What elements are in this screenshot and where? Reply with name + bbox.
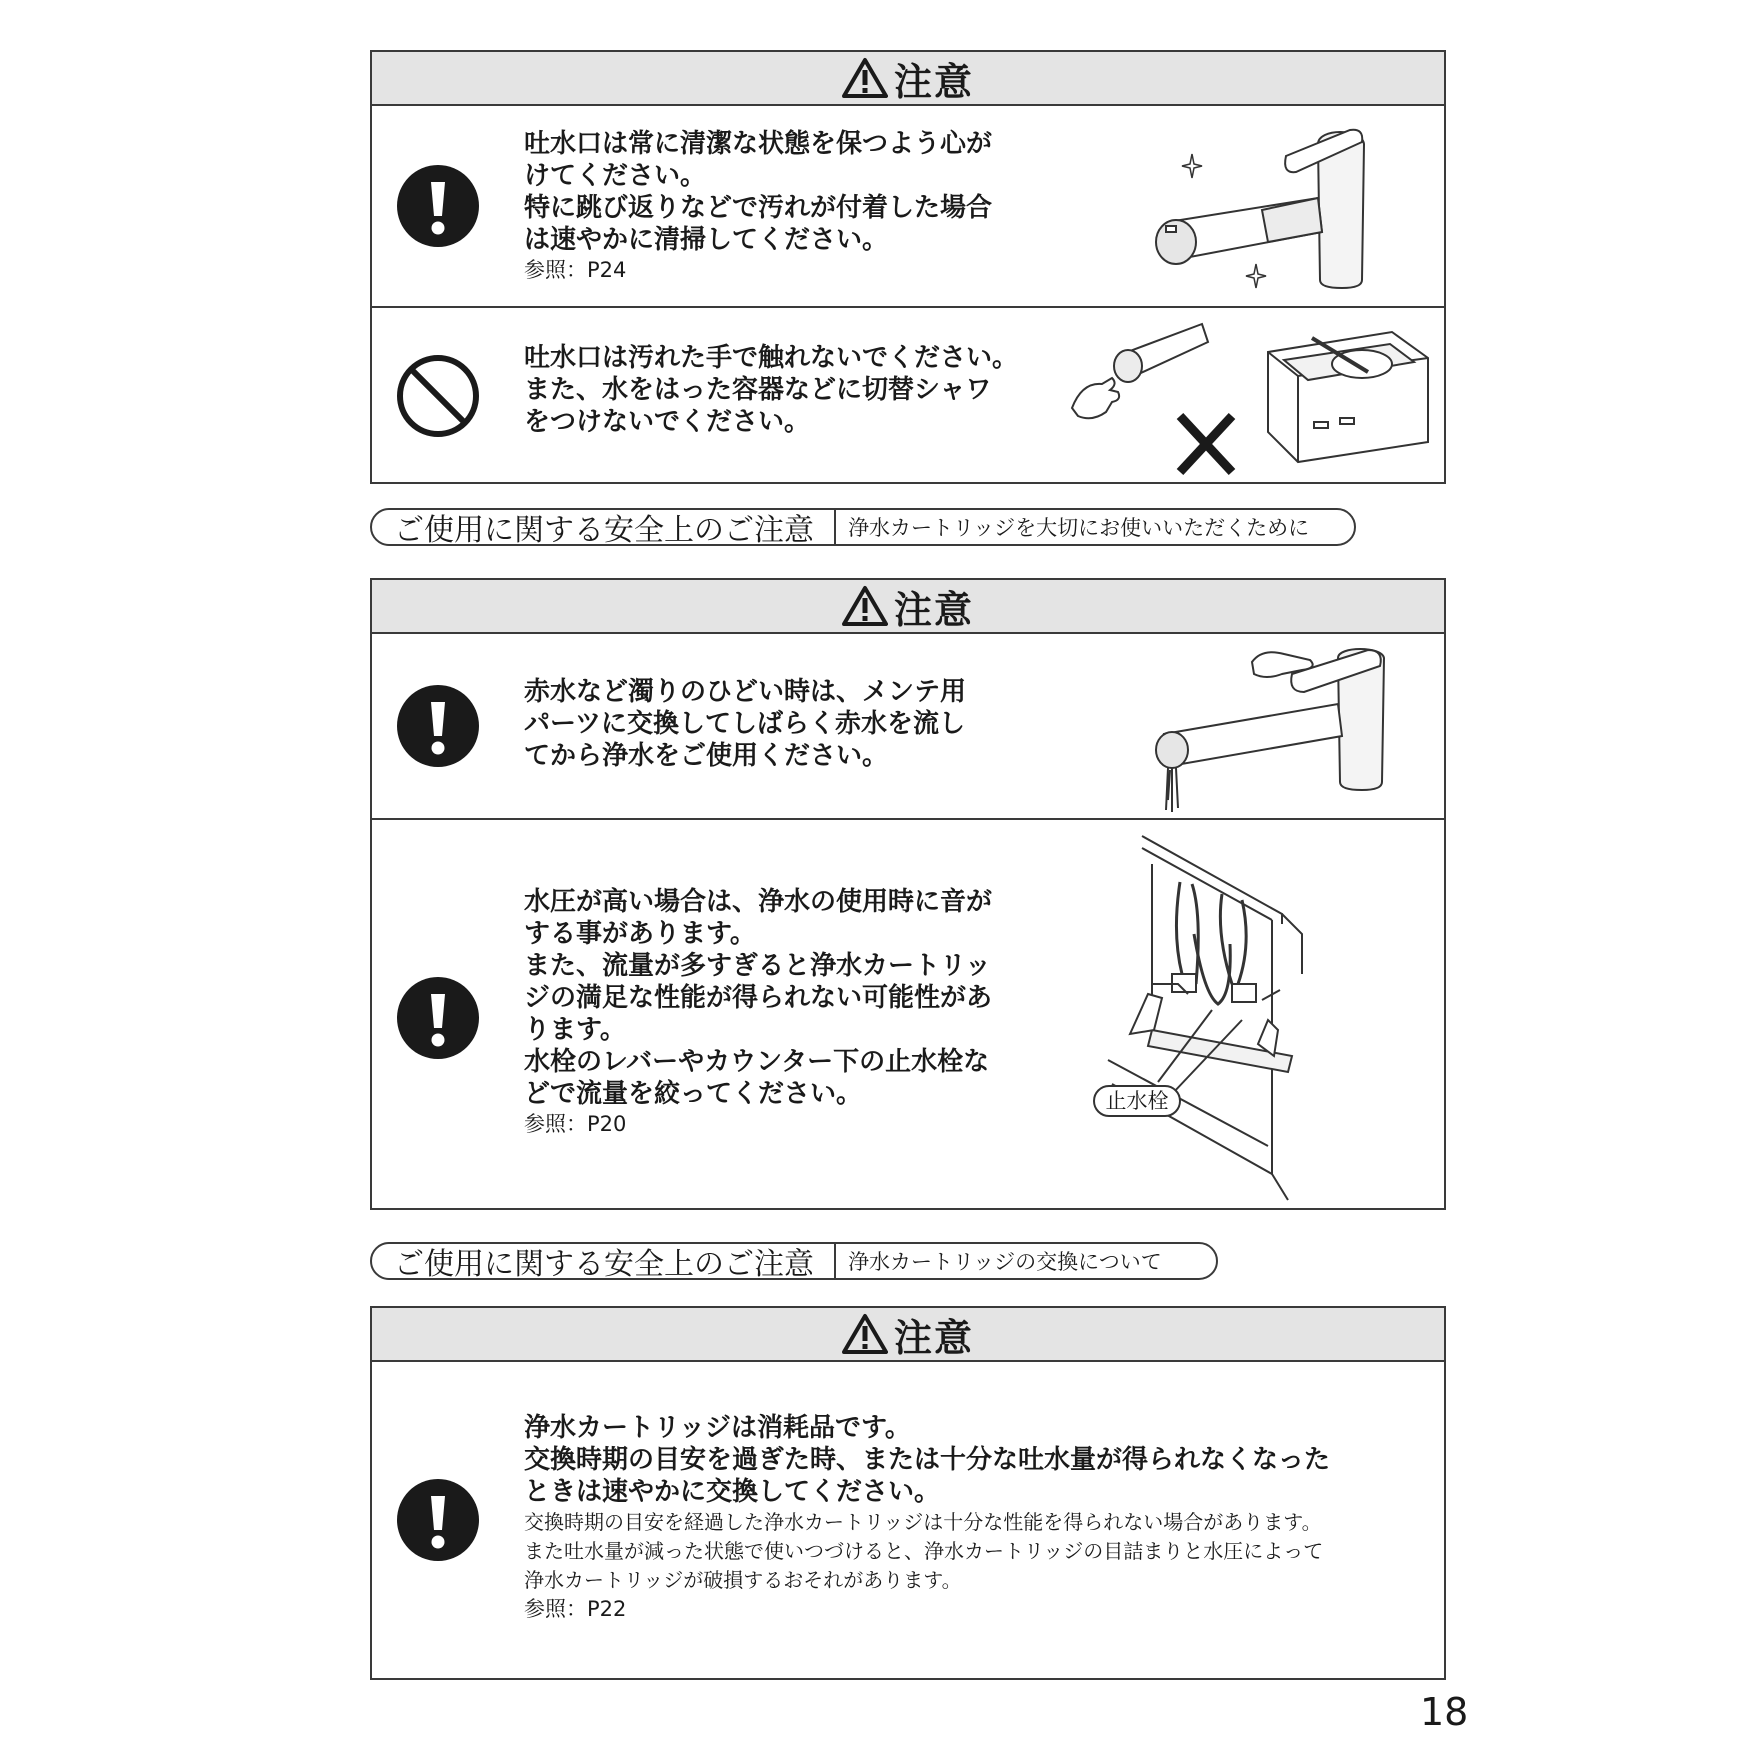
warning-triangle-icon: [842, 1313, 888, 1355]
reference-text: 参照：P22: [524, 1597, 627, 1621]
dirty-hand-and-basin-illustration: [1062, 312, 1436, 482]
caution-text: 水圧が高い場合は、浄水の使用時に音が する事があります。 また、流量が多すぎると浄水カートリッ ジの満足な性能が得られない可能性があ ります。 水栓のレバーやカウンター下の止水栓な どで流量を絞ってください。 参照：P20: [524, 887, 993, 1136]
section-title: ご使用に関する安全上のご注意: [394, 513, 814, 548]
caution-text: 吐水口は常に清潔な状態を保つよう心が けてください。 特に跳び返りなどで汚れが付着した場合 は速やかに清掃してください。 参照：P24: [524, 129, 993, 282]
caution-text: 浄水カートリッジは消耗品です。 交換時期の目安を過ぎた時、または十分な吐水量が得られなくなった ときは速やかに交換してください。 交換時期の目安を経過した浄水カートリッジは十分な性能を得られない場合があります。 また吐水量が減った状態で使いつづけると、浄水カートリッジの目詰まりと水圧によって 浄水カートリッジが破損するおそれがあります。 参照：P22: [524, 1413, 1331, 1621]
caution-header: [372, 1308, 1444, 1362]
section-header-1: [370, 508, 1356, 546]
warning-triangle-icon: [842, 57, 888, 99]
section-title: ご使用に関する安全上のご注意: [394, 1247, 814, 1282]
section-subtitle: 浄水カートリッジの交換について: [834, 1244, 1182, 1278]
caution-item-2: [372, 308, 1444, 486]
caution-item-3: [372, 634, 1444, 820]
reference-text: 参照：P24: [524, 258, 627, 282]
caution-header: [372, 52, 1444, 106]
caution-box-1: [370, 50, 1446, 484]
section-subtitle: 浄水カートリッジを大切にお使いいただくために: [834, 510, 1329, 544]
exclamation-icon: [396, 976, 480, 1060]
caution-text: 赤水など濁りのひどい時は、メンテ用 パーツに交換してしばらく赤水を流し てから浄水をご使用ください。: [524, 677, 967, 771]
caution-title: 注意: [893, 587, 974, 632]
valve-label: 止水栓: [1105, 1089, 1169, 1113]
under-sink-valve-illustration: [1092, 834, 1392, 1204]
faucet-lever-hand-illustration: [1142, 640, 1412, 816]
section-header-2: [370, 1242, 1218, 1280]
caution-title: 注意: [893, 1315, 974, 1360]
exclamation-icon: [396, 1478, 480, 1562]
exclamation-icon: [396, 684, 480, 768]
caution-text: 吐水口は汚れた手で触れないでください。 また、水をはった容器などに切替シャワ をつけないでください。: [524, 343, 1019, 437]
caution-title: 注意: [893, 59, 974, 104]
exclamation-icon: [396, 164, 480, 248]
caution-item-4: [372, 820, 1444, 1212]
prohibition-icon: [396, 354, 480, 438]
faucet-clean-illustration: [1132, 114, 1372, 302]
caution-header: [372, 580, 1444, 634]
caution-item-1: [372, 106, 1444, 308]
page-number: 18: [1420, 1690, 1469, 1734]
caution-box-3: [370, 1306, 1446, 1680]
caution-box-2: [370, 578, 1446, 1210]
warning-triangle-icon: [842, 585, 888, 627]
reference-text: 参照：P20: [524, 1112, 627, 1136]
caution-item-5: [372, 1362, 1444, 1680]
